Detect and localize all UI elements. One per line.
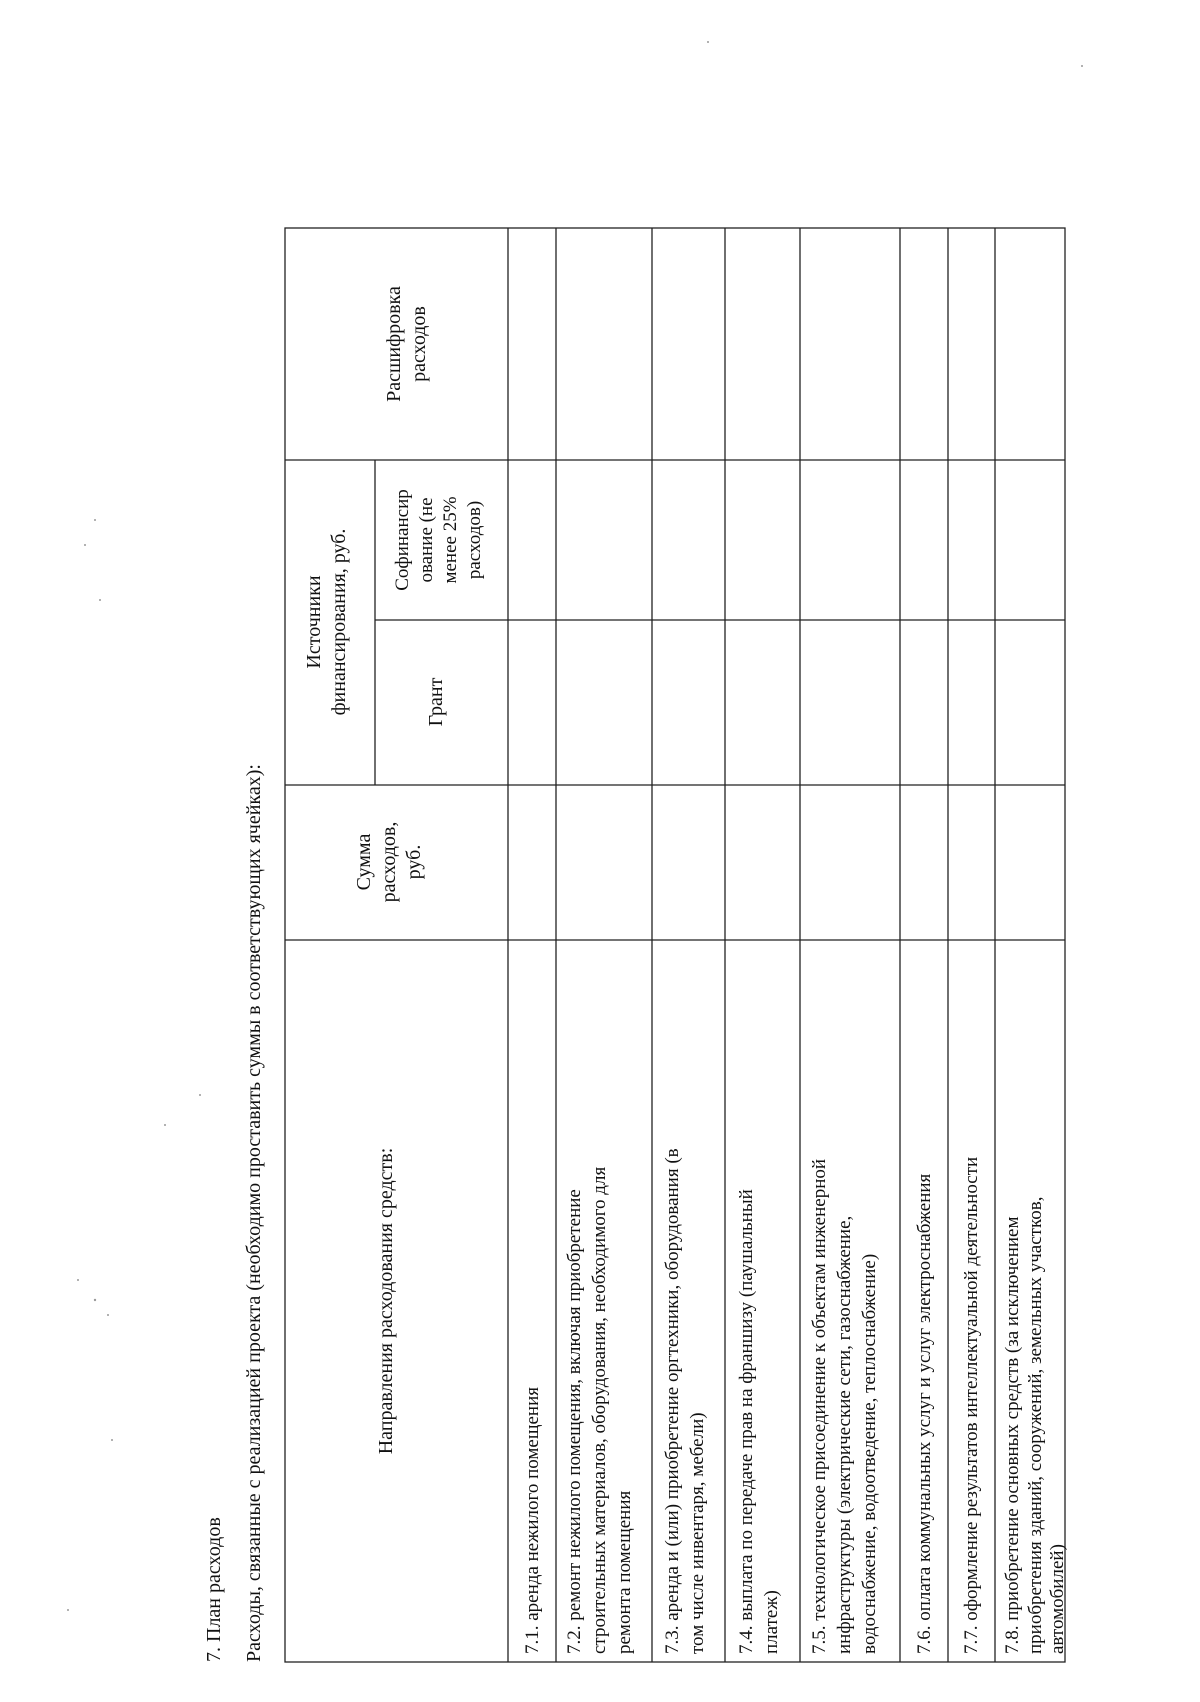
header-sum-line-3: руб. xyxy=(403,844,425,880)
row-label: 7.5. технологическое присоединение к объектам инженерной xyxy=(809,1158,830,1654)
row-label: ремонта помещения xyxy=(614,1490,635,1654)
row-7-5 xyxy=(809,1159,880,1654)
row-label: 7.4. выплата по передаче прав на франшизу (паушальный xyxy=(736,1189,757,1654)
header-grant: Грант xyxy=(425,677,447,727)
row-label: 7.3. аренда и (или) приобретение оргтехники, оборудования (в xyxy=(662,1148,683,1654)
intro-text: Расходы, связанные с реализацией проекта (необходимо проставить суммы в соответствующих ячейках): xyxy=(243,764,265,1662)
header-cofinancing-line-2: ование (не xyxy=(416,497,437,583)
header-sources-line-2: финансирования, руб. xyxy=(328,528,350,716)
row-7-8 xyxy=(1002,1197,1068,1654)
header-breakdown-line-1: Расшифровка xyxy=(383,286,405,402)
section-title: 7. План расходов xyxy=(203,1517,225,1662)
row-7-1 xyxy=(522,1387,543,1654)
row-label: строительных материалов, оборудования, необходимого для xyxy=(589,1166,610,1654)
row-label: приобретения зданий, сооружений, земельных участков, xyxy=(1025,1196,1046,1654)
row-label: инфраструктуры (электрические сети, газоснабжение, xyxy=(834,1215,855,1654)
row-label: 7.7. оформление результатов интеллектуальной деятельности xyxy=(961,1156,982,1654)
row-label: 7.1. аренда нежилого помещения xyxy=(522,1387,543,1654)
row-7-6 xyxy=(914,1173,935,1654)
row-label: 7.6. оплата коммунальных услуг и услуг электроснабжения xyxy=(914,1173,935,1654)
row-7-4 xyxy=(736,1189,782,1654)
row-7-3 xyxy=(662,1148,708,1654)
row-label: 7.2. ремонт нежилого помещения, включая приобретение xyxy=(564,1189,585,1654)
row-label: водоснабжение, водоотведение, теплоснабжение) xyxy=(859,1253,880,1654)
header-cofinancing-line-4: расходов) xyxy=(464,500,485,580)
row-label: 7.8. приобретение основных средств (за исключением xyxy=(1002,1216,1023,1654)
header-breakdown-line-2: расходов xyxy=(408,306,430,382)
row-7-7 xyxy=(961,1157,982,1654)
row-label: автомобилей) xyxy=(1047,1544,1068,1654)
header-sum-line-2: расходов, xyxy=(378,821,400,903)
header-direction: Направления расходования средств: xyxy=(375,1147,397,1455)
header-sum-line-1: Сумма xyxy=(353,833,375,891)
row-label: платеж) xyxy=(761,1590,782,1654)
row-7-2 xyxy=(564,1167,635,1654)
header-cofinancing-line-3: менее 25% xyxy=(440,496,461,584)
row-label: том числе инвентаря, мебели) xyxy=(687,1412,708,1654)
header-cofinancing-line-1: Софинансир xyxy=(392,489,413,591)
rotated-content xyxy=(203,228,1068,1662)
header-sources-line-1: Источники xyxy=(303,575,325,669)
